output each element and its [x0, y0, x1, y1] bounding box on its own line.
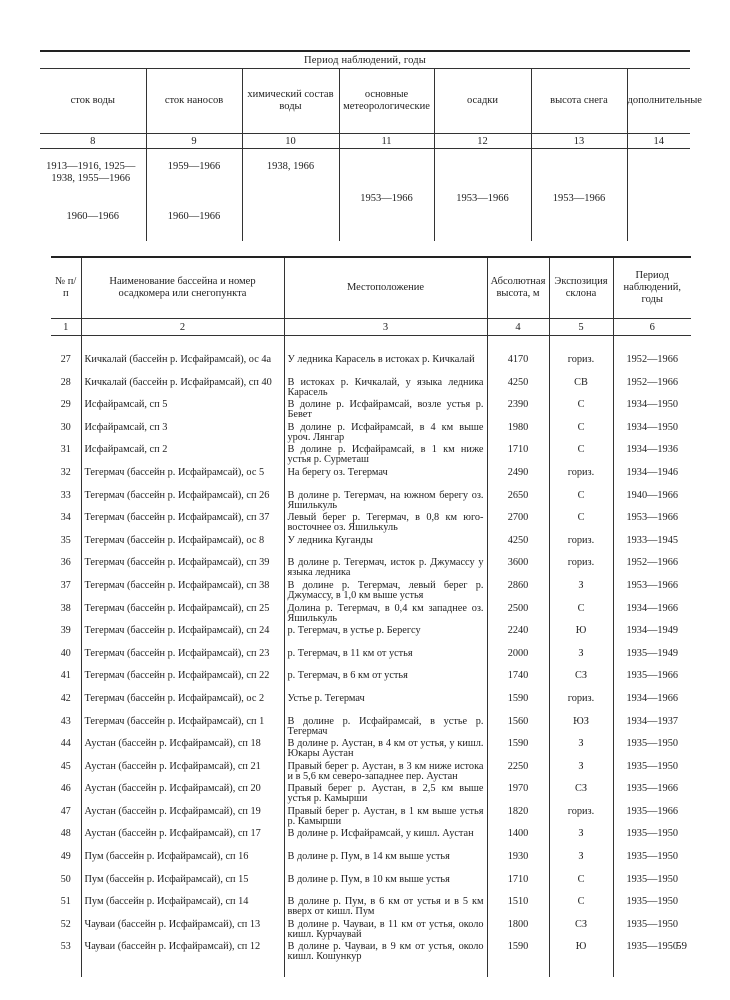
location: В долине р. Тегермач, левый берег р. Джумассу, в 1,0 км выше устья: [284, 580, 487, 603]
location: В долине р. Исфайрамсай, у кишл. Аустан: [284, 828, 487, 851]
observation-period: 1953—1966: [613, 580, 691, 603]
location: В долине р. Пум, в 14 км выше устья: [284, 851, 487, 874]
altitude: 2000: [487, 648, 549, 671]
header-observation-period: Период наблюдений, годы: [613, 257, 691, 319]
observation-period: 1934—1950: [613, 422, 691, 445]
slope-exposure: гориз.: [549, 557, 613, 580]
slope-exposure: С: [549, 874, 613, 897]
observation-period: 1935—1950: [613, 941, 691, 977]
col-number: 14: [627, 134, 690, 149]
location: В долине р. Тегермач, исток р. Джумассу у языка ледника: [284, 557, 487, 580]
altitude: 1560: [487, 716, 549, 739]
col-number: 2: [81, 319, 284, 336]
col-number: 5: [549, 319, 613, 336]
location: Правый берег р. Аустан, в 3 км ниже истока и в 5,6 км северо-западнее пер. Аустан: [284, 761, 487, 784]
meteo-period: 1953—1966: [360, 193, 413, 204]
basin-name: Тегермач (бассейн р. Исфайрамсай), ос 8: [81, 535, 284, 558]
row-number: 47: [60, 805, 71, 817]
basin-name: Тегермач (бассейн р. Исфайрамсай), сп 1: [81, 716, 284, 739]
slope-exposure: С: [549, 490, 613, 513]
altitude: 2650: [487, 490, 549, 513]
row-number: 45: [60, 760, 71, 772]
table-row: [51, 467, 691, 490]
basin-name: Тегермач (бассейн р. Исфайрамсай), ос 5: [81, 467, 284, 490]
slope-exposure: гориз.: [549, 693, 613, 716]
table-row: [51, 693, 691, 716]
row-number: 50: [60, 873, 71, 885]
slope-exposure: С: [549, 603, 613, 626]
basin-name: Аустан (бассейн р. Исфайрамсай), сп 21: [81, 761, 284, 784]
row-number: 35: [60, 534, 71, 546]
location: В долине р. Чауваи, в 11 км от устья, около кишл. Курчаувай: [284, 919, 487, 942]
row-number: 44: [60, 738, 71, 750]
precipitation-cell: [434, 149, 531, 242]
table-row: [51, 851, 691, 874]
table-row: [51, 444, 691, 467]
row-number: 32: [60, 466, 71, 478]
row-number: 40: [60, 647, 71, 659]
col-number: 6: [613, 319, 691, 336]
location: В долине р. Исфайрамсай, в устье р. Тегермач: [284, 716, 487, 739]
slope-exposure: гориз.: [549, 806, 613, 829]
slope-exposure: гориз.: [549, 467, 613, 490]
basin-name: Пум (бассейн р. Исфайрамсай), сп 14: [81, 896, 284, 919]
header-water-chemistry: химический состав воды: [242, 69, 339, 134]
table-row: [51, 377, 691, 400]
location: р. Тегермач, в 11 км от устья: [284, 648, 487, 671]
location: В долине р. Исфайрамсай, в 4 км выше уроч. Лянгар: [284, 422, 487, 445]
altitude: 1820: [487, 806, 549, 829]
header-main-meteo: основные метеорологические: [339, 69, 434, 134]
observation-period: 1934—1966: [613, 603, 691, 626]
header-number: № п/п: [51, 257, 81, 319]
location: В долине р. Исфайрамсай, в 1 км ниже устья р. Сурметаш: [284, 444, 487, 467]
altitude: 1590: [487, 693, 549, 716]
header-additional: дополнительные: [627, 69, 690, 134]
row-number: 53: [60, 941, 71, 953]
observation-period: 1933—1945: [613, 535, 691, 558]
observation-period: 1952—1966: [613, 557, 691, 580]
location: В долине р. Исфайрамсай, возле устья р. Бевет: [284, 399, 487, 422]
basin-name: Аустан (бассейн р. Исфайрамсай), сп 18: [81, 738, 284, 761]
observation-period: 1952—1966: [613, 377, 691, 400]
sediment-period-2: 1960—1966: [167, 211, 221, 222]
altitude: 2490: [487, 467, 549, 490]
slope-exposure: З: [549, 738, 613, 761]
altitude: 1710: [487, 874, 549, 897]
header-sediment-runoff: сток наносов: [146, 69, 242, 134]
table-row: [51, 783, 691, 806]
basin-name: Пум (бассейн р. Исфайрамсай), сп 16: [81, 851, 284, 874]
slope-exposure: СЗ: [549, 783, 613, 806]
observation-period: 1935—1949: [613, 648, 691, 671]
altitude: 1710: [487, 444, 549, 467]
slope-exposure: Ю: [549, 625, 613, 648]
slope-exposure: С: [549, 444, 613, 467]
altitude: 1590: [487, 941, 549, 977]
observation-period: 1935—1966: [613, 783, 691, 806]
location: В долине р. Тегермач, на южном берегу оз. Яшилькуль: [284, 490, 487, 513]
header-altitude: Абсолютная высота, м: [487, 257, 549, 319]
location: В долине р. Пум, в 6 км от устья и в 5 км вверх от кишл. Пум: [284, 896, 487, 919]
altitude: 2250: [487, 761, 549, 784]
slope-exposure: СВ: [549, 377, 613, 400]
observation-period: 1935—1950: [613, 919, 691, 942]
table-row: [51, 670, 691, 693]
slope-exposure: С: [549, 896, 613, 919]
gauge-stations-table: [51, 256, 691, 977]
col-number: 4: [487, 319, 549, 336]
observation-period: 1935—1950: [613, 761, 691, 784]
additional-cell: [627, 149, 690, 242]
row-number: 30: [60, 421, 71, 433]
basin-name: Тегермач (бассейн р. Исфайрамсай), сп 24: [81, 625, 284, 648]
slope-exposure: З: [549, 761, 613, 784]
location: У ледника Куганды: [284, 535, 487, 558]
table-row: [51, 580, 691, 603]
observation-period: 1934—1937: [613, 716, 691, 739]
basin-name: Чауваи (бассейн р. Исфайрамсай), сп 12: [81, 941, 284, 977]
slope-exposure: З: [549, 851, 613, 874]
location: Правый берег р. Аустан, в 1 км выше устья р. Камырши: [284, 806, 487, 829]
observation-period: 1935—1950: [613, 738, 691, 761]
row-number: 38: [60, 602, 71, 614]
row-number: 33: [60, 489, 71, 501]
observation-period: 1934—1949: [613, 625, 691, 648]
row-number: 36: [60, 557, 71, 569]
location: В долине р. Аустан, в 4 км от устья, у кишл. Юкары Аустан: [284, 738, 487, 761]
table-row: [51, 648, 691, 671]
altitude: 4250: [487, 377, 549, 400]
col-number: 12: [434, 134, 531, 149]
header-precipitation: осадки: [434, 69, 531, 134]
row-number: 43: [60, 715, 71, 727]
table-row: [51, 354, 691, 377]
observation-period: 1953—1966: [613, 512, 691, 535]
basin-name: Аустан (бассейн р. Исфайрамсай), сп 17: [81, 828, 284, 851]
basin-name: Пум (бассейн р. Исфайрамсай), сп 15: [81, 874, 284, 897]
row-number: 27: [60, 354, 71, 365]
location: Долина р. Тегермач, в 0,4 км западнее оз. Яшилькуль: [284, 603, 487, 626]
altitude: 2860: [487, 580, 549, 603]
row-number: 31: [60, 444, 71, 456]
table-row: [51, 919, 691, 942]
basin-name: Тегермач (бассейн р. Исфайрамсай), ос 2: [81, 693, 284, 716]
location: В истоках р. Кичкалай, у языка ледника Карасель: [284, 377, 487, 400]
altitude: 2390: [487, 399, 549, 422]
observation-period: 1935—1950: [613, 828, 691, 851]
altitude: 1970: [487, 783, 549, 806]
basin-name: Чауваи (бассейн р. Исфайрамсай), сп 13: [81, 919, 284, 942]
slope-exposure: гориз.: [549, 354, 613, 377]
period-table-title: Период наблюдений, годы: [40, 51, 690, 69]
header-slope-exposure: Экспозиция склона: [549, 257, 613, 319]
water-runoff-period-2: 1960—1966: [66, 211, 119, 222]
altitude: 3600: [487, 557, 549, 580]
basin-name: Кичкалай (бассейн р. Исфайрамсай), ос 4а: [81, 354, 284, 377]
location: р. Тегермач, в 6 км от устья: [284, 670, 487, 693]
slope-exposure: З: [549, 580, 613, 603]
col-number: 1: [51, 319, 81, 336]
basin-name: Кичкалай (бассейн р. Исфайрамсай), сп 40: [81, 377, 284, 400]
table-row: [51, 535, 691, 558]
slope-exposure: ЮЗ: [549, 716, 613, 739]
altitude: 2700: [487, 512, 549, 535]
col-number: 8: [40, 134, 146, 149]
header-snow-height: высота снега: [531, 69, 627, 134]
location: Правый берег р. Аустан, в 2,5 км выше устья р. Камырши: [284, 783, 487, 806]
basin-name: Исфайрамсай, сп 2: [81, 444, 284, 467]
header-water-runoff: сток воды: [70, 95, 115, 106]
col-number: 3: [284, 319, 487, 336]
row-number: 49: [60, 851, 71, 863]
altitude: 1590: [487, 738, 549, 761]
table-row: [51, 422, 691, 445]
row-number: 39: [60, 625, 71, 637]
table-row: [51, 603, 691, 626]
row-number: 52: [60, 918, 71, 930]
table-row: [51, 512, 691, 535]
row-number: 37: [60, 579, 71, 591]
location: В долине р. Чауваи, в 9 км от устья, около кишл. Кошункур: [284, 941, 487, 977]
chemistry-cell: [242, 149, 339, 242]
col-number: 9: [146, 134, 242, 149]
basin-name: Аустан (бассейн р. Исфайрамсай), сп 19: [81, 806, 284, 829]
sediment-runoff-cell: [146, 149, 242, 242]
altitude: 1930: [487, 851, 549, 874]
altitude: 4170: [487, 354, 549, 377]
location: Левый берег р. Тегермач, в 0,8 км юго-восточнее оз. Яшилькуль: [284, 512, 487, 535]
slope-exposure: З: [549, 828, 613, 851]
table-row: [51, 490, 691, 513]
water-runoff-cell: [40, 149, 146, 242]
basin-name: Тегермач (бассейн р. Исфайрамсай), сп 25: [81, 603, 284, 626]
header-location: Местоположение: [284, 257, 487, 319]
basin-name: Исфайрамсай, сп 3: [81, 422, 284, 445]
table-row: [51, 896, 691, 919]
basin-name: Тегермач (бассейн р. Исфайрамсай), сп 23: [81, 648, 284, 671]
col-number: 13: [531, 134, 627, 149]
observation-period: 1935—1950: [613, 874, 691, 897]
altitude: 1740: [487, 670, 549, 693]
row-number: 41: [60, 670, 71, 682]
row-number: 34: [60, 512, 71, 524]
location: Устье р. Тегермач: [284, 693, 487, 716]
altitude: 2240: [487, 625, 549, 648]
precipitation-period: 1953—1966: [456, 193, 509, 204]
observation-period: 1934—1936: [613, 444, 691, 467]
basin-name: Тегермач (бассейн р. Исфайрамсай), сп 38: [81, 580, 284, 603]
observation-period: 1940—1966: [613, 490, 691, 513]
row-number: 42: [60, 692, 71, 704]
slope-exposure: З: [549, 648, 613, 671]
altitude: 2500: [487, 603, 549, 626]
water-runoff-period-1: 1913—1916, 1925— 1938, 1955—1966: [46, 161, 136, 184]
table-row: [51, 716, 691, 739]
row-number: 51: [60, 896, 71, 908]
slope-exposure: гориз.: [549, 535, 613, 558]
observation-period-table: [40, 50, 702, 241]
meteo-cell: [339, 149, 434, 242]
slope-exposure: СЗ: [549, 919, 613, 942]
table-row: [51, 557, 691, 580]
table-row: [51, 399, 691, 422]
basin-name: Тегермач (бассейн р. Исфайрамсай), сп 37: [81, 512, 284, 535]
row-number: 46: [60, 783, 71, 795]
slope-exposure: С: [549, 399, 613, 422]
observation-period: 1952—1966: [613, 354, 691, 377]
location: р. Тегермач, в устье р. Берегсу: [284, 625, 487, 648]
basin-name: Тегермач (бассейн р. Исфайрамсай), сп 39: [81, 557, 284, 580]
altitude: 4250: [487, 535, 549, 558]
table-row: [51, 761, 691, 784]
location: На берегу оз. Тегермач: [284, 467, 487, 490]
header-basin-name: Наименование бассейна и номер осадкомера или снегопункта: [81, 257, 284, 319]
altitude: 1980: [487, 422, 549, 445]
table-row: [51, 738, 691, 761]
location: У ледника Карасель в истоках р. Кичкалай: [284, 354, 487, 377]
slope-exposure: Ю: [549, 941, 613, 977]
observation-period: 1935—1966: [613, 670, 691, 693]
table-row: [51, 874, 691, 897]
slope-exposure: СЗ: [549, 670, 613, 693]
row-number: 28: [60, 376, 71, 388]
page-number: 59: [676, 940, 687, 952]
observation-period: 1935—1950: [613, 851, 691, 874]
slope-exposure: С: [549, 422, 613, 445]
table-row: [51, 625, 691, 648]
observation-period: 1934—1950: [613, 399, 691, 422]
chemistry-period: 1938, 1966: [266, 161, 315, 172]
altitude: 1510: [487, 896, 549, 919]
location: В долине р. Пум, в 10 км выше устья: [284, 874, 487, 897]
sediment-period-1: 1959—1966: [167, 161, 221, 172]
snow-period: 1953—1966: [552, 193, 606, 204]
altitude: 1800: [487, 919, 549, 942]
observation-period: 1934—1946: [613, 467, 691, 490]
altitude: 1400: [487, 828, 549, 851]
row-number: 48: [60, 828, 71, 840]
basin-name: Аустан (бассейн р. Исфайрамсай), сп 20: [81, 783, 284, 806]
observation-period: 1935—1966: [613, 806, 691, 829]
basin-name: Исфайрамсай, сп 5: [81, 399, 284, 422]
snow-cell: [531, 149, 627, 242]
table-row: [51, 941, 691, 977]
basin-name: Тегермач (бассейн р. Исфайрамсай), сп 22: [81, 670, 284, 693]
col-number: 11: [339, 134, 434, 149]
observation-period: 1934—1966: [613, 693, 691, 716]
observation-period: 1935—1950: [613, 896, 691, 919]
col-number: 10: [242, 134, 339, 149]
basin-name: Тегермач (бассейн р. Исфайрамсай), сп 26: [81, 490, 284, 513]
table-row: [51, 806, 691, 829]
table-row: [51, 828, 691, 851]
row-number: 29: [60, 399, 71, 411]
slope-exposure: С: [549, 512, 613, 535]
